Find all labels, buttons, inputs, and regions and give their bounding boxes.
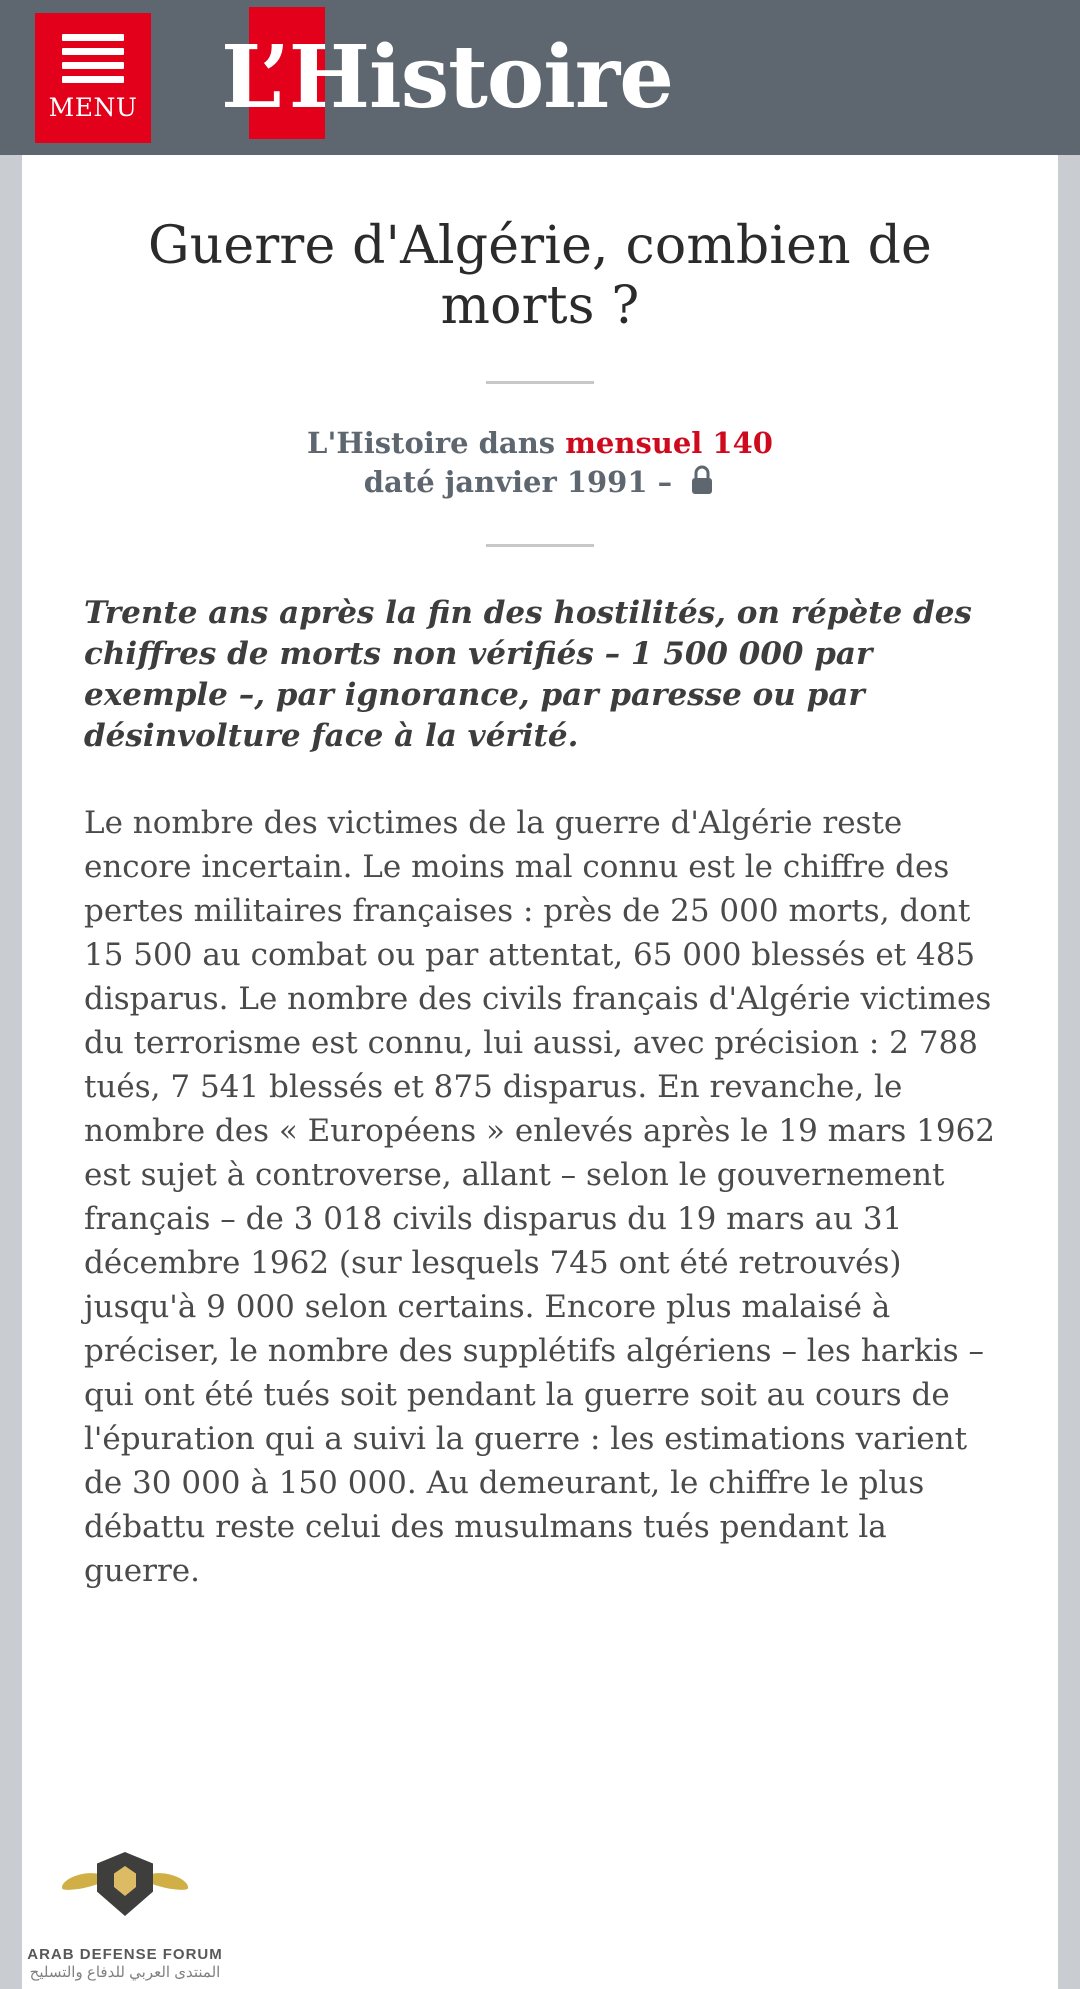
page-title: Guerre d'Algérie, combien de morts ? [147, 216, 933, 336]
article-body: Le nombre des victimes de la guerre d'Algérie reste encore incertain. Le moins mal connu est le chiffre des pertes militaires françaises : près de 25 000 morts, dont 15 500 au combat ou par attentat, 65 000 blessés et 485 disparus. Le nombre des civils français d'Algérie victimes du terrorisme est connu, lui aussi, avec précision : 2 788 tués, 7 541 blessés et 875 disparus. En revanche, le nombre des « Européens » enlevés après le 19 mars 1962 est sujet à controverse, allant – selon le gouvernement français – de 3 018 civils disparus du 19 mars au 31 décembre 1962 (sur lesquels 745 ont été retrouvés) jusqu'à 9 000 selon certains. Encore plus malaisé à préciser, le nombre des supplétifs algériens – les harkis – qui ont été tués soit pendant la guerre soit au cours de l'épuration qui a suivi la guerre : les estimations varient de 30 000 à 150 000. Au demeurant, le chiffre le plus débattu reste celui des musulmans tués pendant la guerre. [84, 804, 996, 1589]
site-logo[interactable] [221, 13, 673, 143]
hamburger-icon [62, 34, 124, 83]
issue-link[interactable]: mensuel 140 [565, 425, 773, 460]
issue-date: daté janvier 1991 – [363, 464, 673, 499]
article-container [22, 155, 1058, 1989]
divider-bottom [486, 544, 594, 547]
article-standfirst: Trente ans après la fin des hostilités, on répète des chiffres de morts non vérifiés – 1 500 000 par exemple –, par ignorance, par paresse ou par désinvolture face à la vérité. [84, 594, 972, 754]
padlock-icon [688, 464, 716, 506]
logo-text: L’Histoire [221, 26, 673, 128]
issue-info [84, 424, 996, 506]
page-frame [0, 155, 1080, 1989]
watermark-title: ARAB DEFENSE FORUM [27, 1946, 223, 1963]
menu-button[interactable] [35, 13, 151, 143]
menu-button-label: MENU [48, 92, 138, 122]
divider-top [486, 381, 594, 384]
site-header [0, 0, 1080, 155]
issue-prefix: L'Histoire dans [307, 425, 566, 460]
watermark-subtitle: المنتدى العربي للدفاع والتسليح [29, 1964, 221, 1981]
